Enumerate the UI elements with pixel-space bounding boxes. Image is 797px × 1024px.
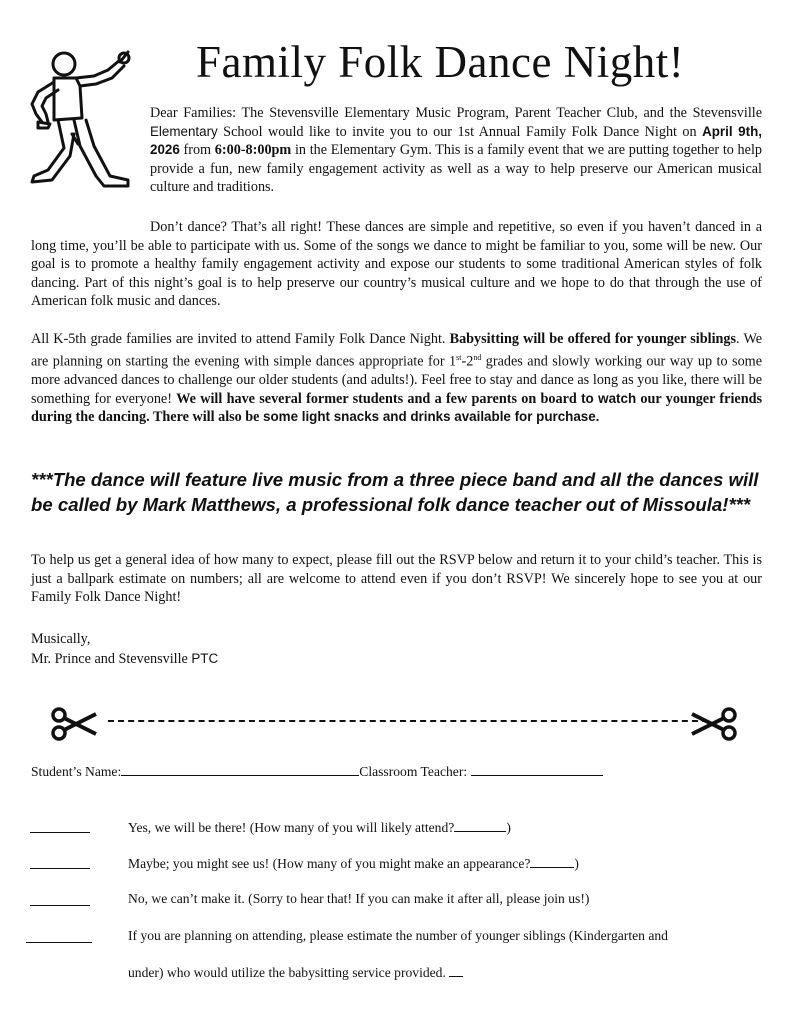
signoff-signature: Mr. Prince and Stevensville PTC <box>31 651 219 667</box>
siblings-option-line1: If you are planning on attending, please estimate the number of younger siblings (Kindergarten and <box>128 928 668 943</box>
yes-count-field[interactable] <box>454 818 506 832</box>
teacher-label: Classroom Teacher: <box>359 764 471 779</box>
details-paragraph: All K-5th grade families are invited to attend Family Folk Dance Night. Babysitting will be offered for younger siblings. We are planning on starting the evening with simple dances appropriate for 1st-2nd grades and slowly working our way up to some more advanced dances to challenge our older students (and adults!). Feel free to stay and dance as long as you like, there will be something for everyone! We will have several former students and a few parents on board to watch our younger friends during the dancing. There will also be some light snacks and drinks available for purchase. <box>31 331 762 426</box>
rsvp-maybe-option: Maybe; you might see us! (How many of you might make an appearance? ) <box>128 856 579 871</box>
folk-dancer-illustration <box>24 48 142 196</box>
rsvp-request-paragraph: To help us get a general idea of how many to expect, please fill out the RSVP below and return it to your child’s teacher. This is just a ballpark estimate on numbers; all are welcome to attend even if you don’t RSVP! We sincerely hope to see you at our Family Folk Dance Night! <box>31 552 762 606</box>
rsvp-no-option: No, we can’t make it. (Sorry to hear that! If you can make it after all, please join us!) <box>128 891 590 906</box>
maybe-count-field[interactable] <box>530 854 574 868</box>
rsvp-maybe-blank[interactable] <box>30 868 90 869</box>
student-name-label: Student’s Name: <box>31 764 122 779</box>
rsvp-no-blank[interactable] <box>30 905 90 906</box>
rsvp-yes-option: Yes, we will be there! (How many of you will likely attend? ) <box>128 820 511 835</box>
classroom-teacher-field[interactable] <box>471 762 603 776</box>
student-info-row <box>31 762 603 781</box>
event-date: April 9th, 2026 <box>150 123 762 158</box>
student-name-field[interactable] <box>121 762 359 776</box>
signoff-salutation: Musically, <box>31 631 91 647</box>
scissors-icon <box>50 706 98 742</box>
signoff <box>31 629 218 669</box>
intro-paragraph: Dear Families: The Stevensville Elementary Music Program, Parent Teacher Club, and the Stevensville Elementary School would like to invite you to our 1st Annual Family Folk Dance Night on April 9th, 2026 from 6:00-8:00pm in the Elementary Gym. This is a family event that we are putting together to help provide a fun, new family engagement activity as well as a way to help preserve our American musical culture and traditions. <box>150 105 762 196</box>
cut-line <box>44 698 756 750</box>
page-title: Family Folk Dance Night! <box>196 37 685 87</box>
dashed-cut-line <box>108 720 708 722</box>
siblings-count-field[interactable] <box>449 963 463 977</box>
babysitting-note: Babysitting will be offered for younger siblings <box>449 331 737 347</box>
reassurance-paragraph: Don’t dance? That’s all right! These dances are simple and repetitive, so even if you haven’t danced in a long time, you’ll be able to participate with us. Some of the songs we dance to might be familiar to you, some will be new. Our goal is to promote a healthy family engagement activity and expose our students to some traditional American styles of folk dancing. Part of this night’s goal is to help preserve our country’s musical culture and we hope to do that through the use of American folk music and dances. <box>31 219 762 310</box>
live-music-announcement: ***The dance will feature live music from a three piece band and all the dances will be called by Mark Matthews, a professional folk dance teacher out of Missoula!*** <box>31 469 759 515</box>
siblings-blank[interactable] <box>26 942 92 943</box>
rsvp-yes-blank[interactable] <box>30 832 90 833</box>
siblings-option-line2: under) who would utilize the babysitting service provided. <box>128 963 463 982</box>
event-time: 6:00-8:00pm <box>214 142 292 159</box>
scissors-icon <box>690 706 738 742</box>
